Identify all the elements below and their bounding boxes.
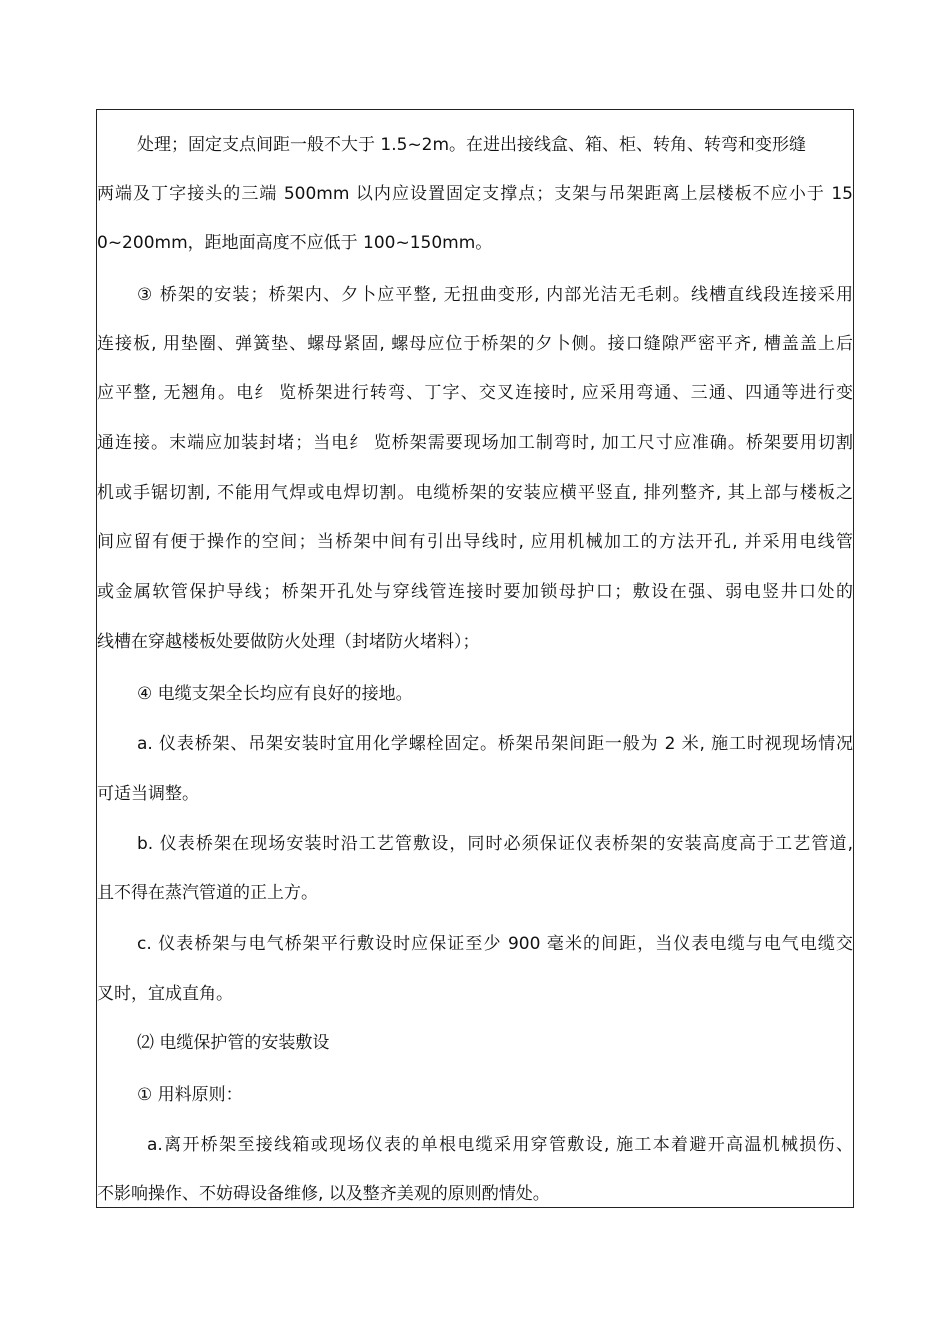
text-line: a. 仪表桥架、吊架安装时宜用化学螺栓固定。桥架吊架间距一般为 2 米, 施工时视现场情况 <box>137 734 853 754</box>
text-line: 机或手锯切割, 不能用气焊或电焊切割。电缆桥架的安装应横平竖直, 排列整齐, 其上部与楼板之 <box>97 483 853 503</box>
text-line: c. 仪表桥架与电气桥架平行敷设时应保证至少 900 毫米的间距，当仪表电缆与电气电缆交 <box>137 934 853 954</box>
text-line: 连接板, 用垫圈、弹簧垫、螺母紧固, 螺母应位于桥架的夕卜侧。接口缝隙严密平齐, 槽盖盖上后 <box>97 334 853 354</box>
text-line: ① 用料原则： <box>137 1085 243 1105</box>
text-line: ③ 桥架的安装；桥架内、夕卜应平整, 无扭曲变形, 内部光洁无毛刺。线槽直线段连接采用 <box>137 285 853 305</box>
text-line: 线槽在穿越楼板处要做防火处理（封堵防火堵料）； <box>97 632 480 652</box>
text-line: 可适当调整。 <box>97 784 199 804</box>
text-line: 或金属软管保护导线；桥架开孔处与穿线管连接时要加锁母护口；敷设在强、弱电竖井口处的 <box>97 582 853 602</box>
text-line: 通连接。末端应加装封堵；当电纟 览桥架需要现场加工制弯时, 加工尺寸应准确。桥架要用切割 <box>97 433 853 453</box>
text-line: a.离开桥架至接线箱或现场仪表的单根电缆采用穿管敷设, 施工本着避开高温机械损伤、 <box>147 1135 853 1155</box>
text-line: 两端及丁字接头的三端 500mm 以内应设置固定支撑点；支架与吊架距离上层楼板不应小于 15 <box>97 184 853 204</box>
text-line: ④ 电缆支架全长均应有良好的接地。 <box>137 684 413 704</box>
text-line: ⑵ 电缆保护管的安装敷设 <box>137 1033 330 1053</box>
text-line: 不影响操作、不妨碍设备维修, 以及整齐美观的原则酌情处。 <box>97 1184 550 1204</box>
text-line: 处理；固定支点间距一般不大于 1.5~2m。在进出接线盒、箱、柜、转角、转弯和变形缝 <box>137 135 807 155</box>
text-line: 且不得在蒸汽管道的正上方。 <box>97 883 318 903</box>
text-line: 应平整, 无翘角。电纟 览桥架进行转弯、丁字、交叉连接时, 应采用弯通、三通、四通等进行变 <box>97 383 853 403</box>
text-line: 0~200mm，距地面高度不应低于 100~150mm。 <box>97 233 493 253</box>
text-line: 间应留有便于操作的空间；当桥架中间有引出导线时, 应用机械加工的方法开孔, 并采用电线管 <box>97 532 853 552</box>
text-line: b. 仪表桥架在现场安装时沿工艺管敷设，同时必须保证仪表桥架的安装高度高于工艺管道, <box>137 834 853 854</box>
text-line: 叉时，宜成直角。 <box>97 984 233 1004</box>
